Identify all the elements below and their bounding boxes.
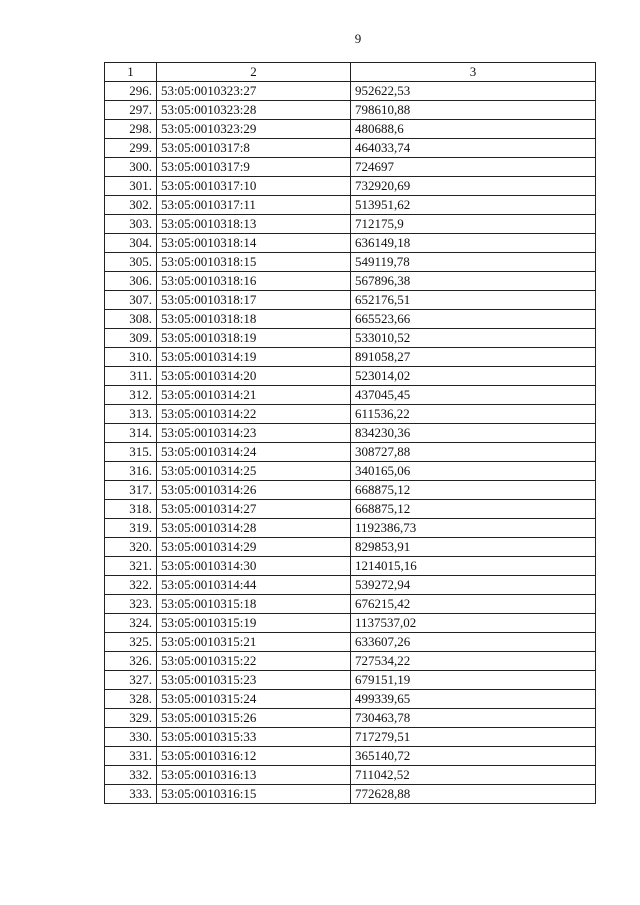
- row-number-cell: 329.: [105, 709, 157, 728]
- cadastral-number-cell: 53:05:0010314:20: [157, 367, 351, 386]
- row-number-cell: 323.: [105, 595, 157, 614]
- cadastral-value-cell: 308727,88: [351, 443, 596, 462]
- row-number-cell: 305.: [105, 253, 157, 272]
- row-number-cell: 302.: [105, 196, 157, 215]
- row-number-cell: 298.: [105, 120, 157, 139]
- cadastral-value-cell: 834230,36: [351, 424, 596, 443]
- cadastral-number-cell: 53:05:0010318:13: [157, 215, 351, 234]
- cadastral-value-cell: 1214015,16: [351, 557, 596, 576]
- cadastral-value-cell: 712175,9: [351, 215, 596, 234]
- table-row: [105, 519, 596, 538]
- cadastral-number-cell: 53:05:0010315:24: [157, 690, 351, 709]
- table-row: [105, 272, 596, 291]
- row-number-cell: 321.: [105, 557, 157, 576]
- cadastral-number-cell: 53:05:0010315:18: [157, 595, 351, 614]
- table-row: [105, 443, 596, 462]
- row-number-cell: 309.: [105, 329, 157, 348]
- cadastral-number-cell: 53:05:0010314:26: [157, 481, 351, 500]
- cadastral-number-cell: 53:05:0010314:28: [157, 519, 351, 538]
- table-row: [105, 101, 596, 120]
- cadastral-number-cell: 53:05:0010317:10: [157, 177, 351, 196]
- cadastral-value-cell: 523014,02: [351, 367, 596, 386]
- row-number-cell: 333.: [105, 785, 157, 804]
- cadastral-value-cell: 732920,69: [351, 177, 596, 196]
- table-row: [105, 652, 596, 671]
- cadastral-number-cell: 53:05:0010318:17: [157, 291, 351, 310]
- cadastral-number-cell: 53:05:0010318:15: [157, 253, 351, 272]
- row-number-cell: 300.: [105, 158, 157, 177]
- table-header-row: [105, 63, 596, 82]
- row-number-cell: 315.: [105, 443, 157, 462]
- table-row: [105, 462, 596, 481]
- cadastral-value-cell: 480688,6: [351, 120, 596, 139]
- cadastral-number-cell: 53:05:0010314:23: [157, 424, 351, 443]
- cadastral-number-cell: 53:05:0010315:33: [157, 728, 351, 747]
- cadastral-number-cell: 53:05:0010318:18: [157, 310, 351, 329]
- cadastral-value-cell: 549119,78: [351, 253, 596, 272]
- row-number-cell: 326.: [105, 652, 157, 671]
- table-row: [105, 728, 596, 747]
- cadastral-number-cell: 53:05:0010323:28: [157, 101, 351, 120]
- row-number-cell: 316.: [105, 462, 157, 481]
- cadastral-value-cell: 513951,62: [351, 196, 596, 215]
- row-number-cell: 330.: [105, 728, 157, 747]
- cadastral-value-cell: 464033,74: [351, 139, 596, 158]
- cadastral-number-cell: 53:05:0010315:26: [157, 709, 351, 728]
- table-row: [105, 500, 596, 519]
- column-header-2: 2: [157, 63, 351, 82]
- table-row: [105, 291, 596, 310]
- cadastral-number-cell: 53:05:0010314:27: [157, 500, 351, 519]
- cadastral-number-cell: 53:05:0010316:15: [157, 785, 351, 804]
- table-body: [105, 63, 596, 804]
- row-number-cell: 314.: [105, 424, 157, 443]
- cadastral-value-cell: 676215,42: [351, 595, 596, 614]
- table-row: [105, 234, 596, 253]
- cadastral-value-cell: 533010,52: [351, 329, 596, 348]
- cadastral-value-cell: 727534,22: [351, 652, 596, 671]
- cadastral-number-cell: 53:05:0010323:29: [157, 120, 351, 139]
- cadastral-number-cell: 53:05:0010318:14: [157, 234, 351, 253]
- row-number-cell: 312.: [105, 386, 157, 405]
- table-row: [105, 747, 596, 766]
- cadastral-value-cell: 652176,51: [351, 291, 596, 310]
- cadastral-value-cell: 717279,51: [351, 728, 596, 747]
- table-row: [105, 177, 596, 196]
- cadastral-value-cell: 772628,88: [351, 785, 596, 804]
- cadastral-value-cell: 633607,26: [351, 633, 596, 652]
- table-row: [105, 139, 596, 158]
- table-row: [105, 538, 596, 557]
- cadastral-number-cell: 53:05:0010314:19: [157, 348, 351, 367]
- column-header-1: 1: [105, 63, 157, 82]
- table-row: [105, 310, 596, 329]
- table-row: [105, 215, 596, 234]
- table-row: [105, 595, 596, 614]
- cadastral-number-cell: 53:05:0010323:27: [157, 82, 351, 101]
- row-number-cell: 296.: [105, 82, 157, 101]
- column-header-3: 3: [351, 63, 596, 82]
- table-row: [105, 196, 596, 215]
- table-row: [105, 557, 596, 576]
- cadastral-number-cell: 53:05:0010314:24: [157, 443, 351, 462]
- table-row: [105, 386, 596, 405]
- cadastral-number-cell: 53:05:0010315:21: [157, 633, 351, 652]
- cadastral-value-cell: 730463,78: [351, 709, 596, 728]
- cadastral-number-cell: 53:05:0010316:13: [157, 766, 351, 785]
- cadastral-value-cell: 567896,38: [351, 272, 596, 291]
- row-number-cell: 320.: [105, 538, 157, 557]
- row-number-cell: 332.: [105, 766, 157, 785]
- table-row: [105, 709, 596, 728]
- cadastral-number-cell: 53:05:0010315:23: [157, 671, 351, 690]
- cadastral-number-cell: 53:05:0010317:11: [157, 196, 351, 215]
- row-number-cell: 327.: [105, 671, 157, 690]
- cadastral-value-cell: 711042,52: [351, 766, 596, 785]
- cadastral-value-cell: 539272,94: [351, 576, 596, 595]
- row-number-cell: 322.: [105, 576, 157, 595]
- cadastral-value-cell: 636149,18: [351, 234, 596, 253]
- row-number-cell: 299.: [105, 139, 157, 158]
- cadastral-value-cell: 1137537,02: [351, 614, 596, 633]
- cadastral-number-cell: 53:05:0010314:30: [157, 557, 351, 576]
- cadastral-value-cell: 665523,66: [351, 310, 596, 329]
- row-number-cell: 324.: [105, 614, 157, 633]
- cadastral-number-cell: 53:05:0010314:29: [157, 538, 351, 557]
- row-number-cell: 311.: [105, 367, 157, 386]
- row-number-cell: 306.: [105, 272, 157, 291]
- cadastral-number-cell: 53:05:0010314:25: [157, 462, 351, 481]
- cadastral-number-cell: 53:05:0010318:16: [157, 272, 351, 291]
- cadastral-number-cell: 53:05:0010315:22: [157, 652, 351, 671]
- cadastral-value-cell: 798610,88: [351, 101, 596, 120]
- row-number-cell: 301.: [105, 177, 157, 196]
- table-row: [105, 481, 596, 500]
- cadastral-number-cell: 53:05:0010317:8: [157, 139, 351, 158]
- cadastral-number-cell: 53:05:0010316:12: [157, 747, 351, 766]
- row-number-cell: 297.: [105, 101, 157, 120]
- table-row: [105, 120, 596, 139]
- table-row: [105, 785, 596, 804]
- row-number-cell: 313.: [105, 405, 157, 424]
- cadastral-value-cell: 611536,22: [351, 405, 596, 424]
- row-number-cell: 331.: [105, 747, 157, 766]
- table-row: [105, 158, 596, 177]
- row-number-cell: 317.: [105, 481, 157, 500]
- cadastral-value-cell: 679151,19: [351, 671, 596, 690]
- cadastral-value-cell: 1192386,73: [351, 519, 596, 538]
- cadastral-value-table: [104, 62, 596, 804]
- table-row: [105, 671, 596, 690]
- table-row: [105, 766, 596, 785]
- cadastral-value-cell: 499339,65: [351, 690, 596, 709]
- row-number-cell: 310.: [105, 348, 157, 367]
- cadastral-number-cell: 53:05:0010314:22: [157, 405, 351, 424]
- table-row: [105, 690, 596, 709]
- row-number-cell: 307.: [105, 291, 157, 310]
- cadastral-value-cell: 668875,12: [351, 481, 596, 500]
- cadastral-number-cell: 53:05:0010314:21: [157, 386, 351, 405]
- cadastral-number-cell: 53:05:0010318:19: [157, 329, 351, 348]
- cadastral-value-cell: 829853,91: [351, 538, 596, 557]
- table-row: [105, 424, 596, 443]
- row-number-cell: 318.: [105, 500, 157, 519]
- row-number-cell: 319.: [105, 519, 157, 538]
- cadastral-value-cell: 340165,06: [351, 462, 596, 481]
- cadastral-value-cell: 724697: [351, 158, 596, 177]
- table-row: [105, 633, 596, 652]
- table-row: [105, 348, 596, 367]
- row-number-cell: 328.: [105, 690, 157, 709]
- row-number-cell: 304.: [105, 234, 157, 253]
- cadastral-number-cell: 53:05:0010315:19: [157, 614, 351, 633]
- row-number-cell: 325.: [105, 633, 157, 652]
- table-row: [105, 329, 596, 348]
- table-row: [105, 576, 596, 595]
- cadastral-value-cell: 668875,12: [351, 500, 596, 519]
- cadastral-value-cell: 365140,72: [351, 747, 596, 766]
- table-row: [105, 367, 596, 386]
- page-number: 9: [354, 31, 362, 46]
- table-row: [105, 253, 596, 272]
- table-row: [105, 405, 596, 424]
- cadastral-value-cell: 952622,53: [351, 82, 596, 101]
- table-row: [105, 614, 596, 633]
- cadastral-value-cell: 437045,45: [351, 386, 596, 405]
- row-number-cell: 308.: [105, 310, 157, 329]
- cadastral-number-cell: 53:05:0010314:44: [157, 576, 351, 595]
- cadastral-number-cell: 53:05:0010317:9: [157, 158, 351, 177]
- cadastral-value-cell: 891058,27: [351, 348, 596, 367]
- row-number-cell: 303.: [105, 215, 157, 234]
- table-row: [105, 82, 596, 101]
